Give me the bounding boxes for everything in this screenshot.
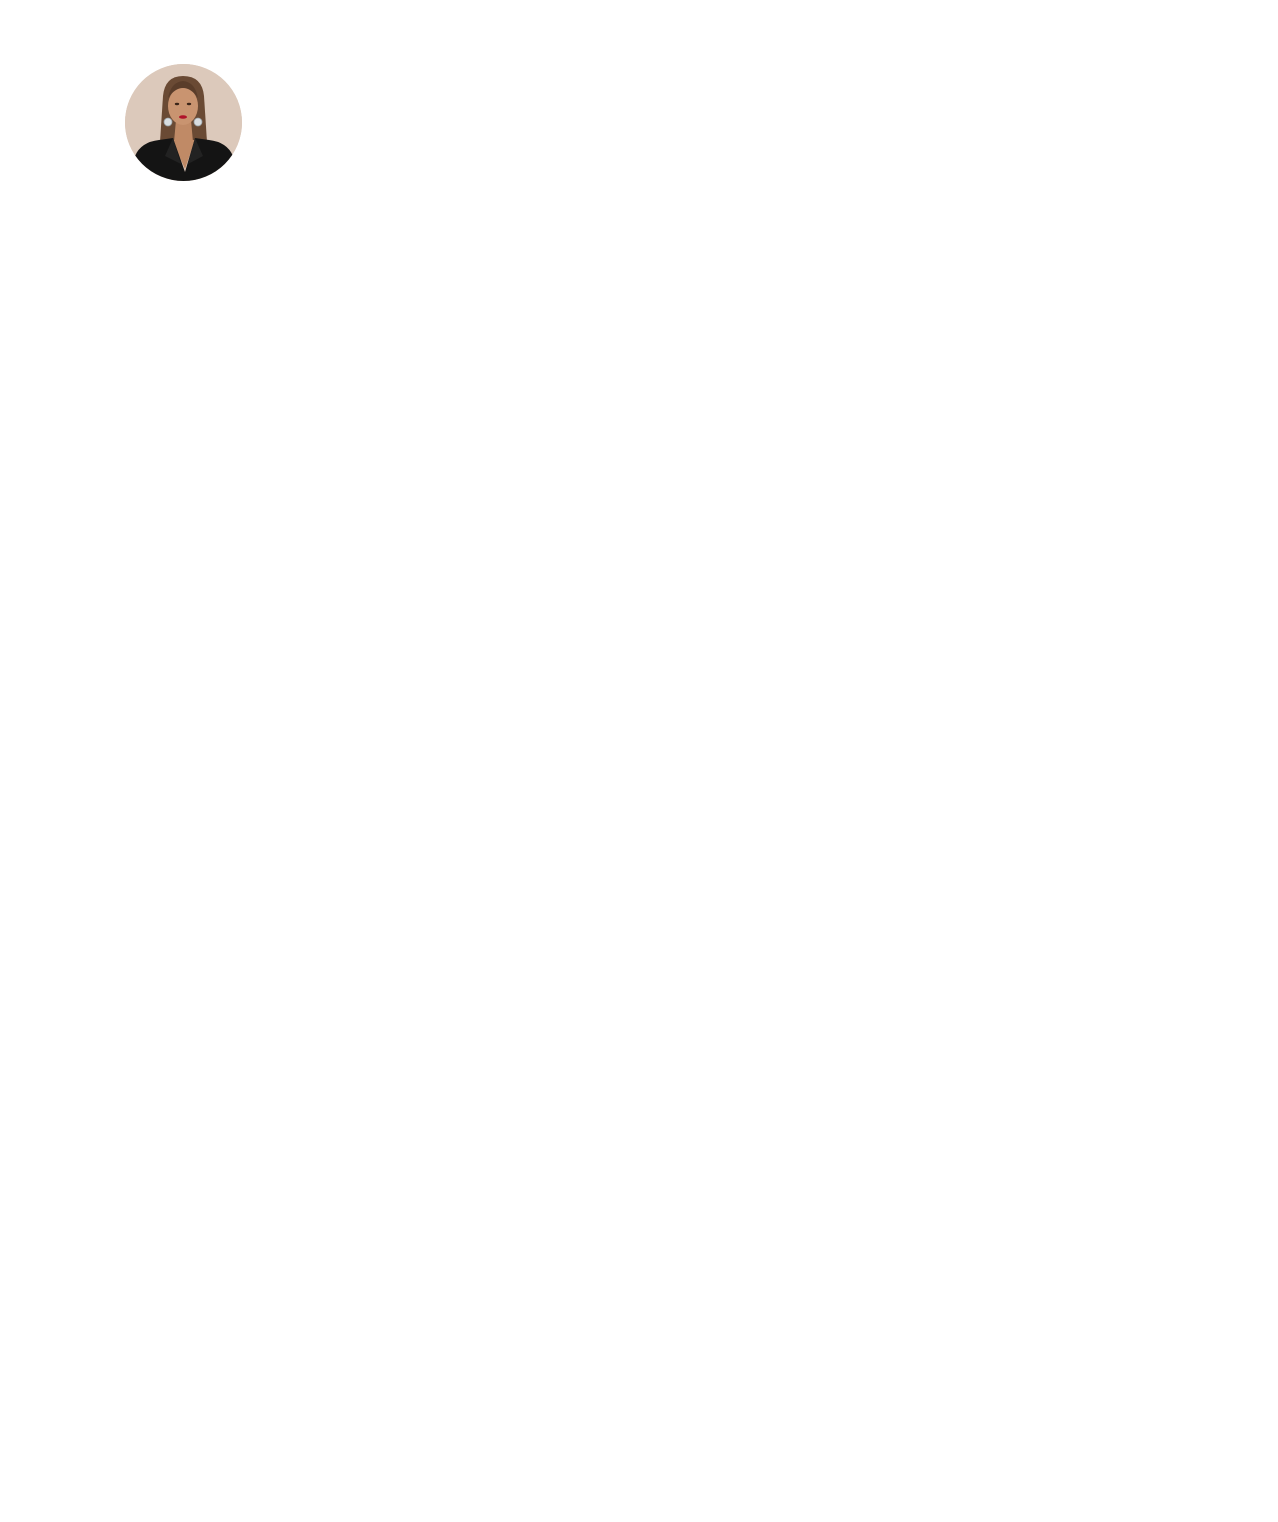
profile-photo-avatar-icon bbox=[125, 64, 242, 181]
avatar bbox=[125, 64, 242, 181]
